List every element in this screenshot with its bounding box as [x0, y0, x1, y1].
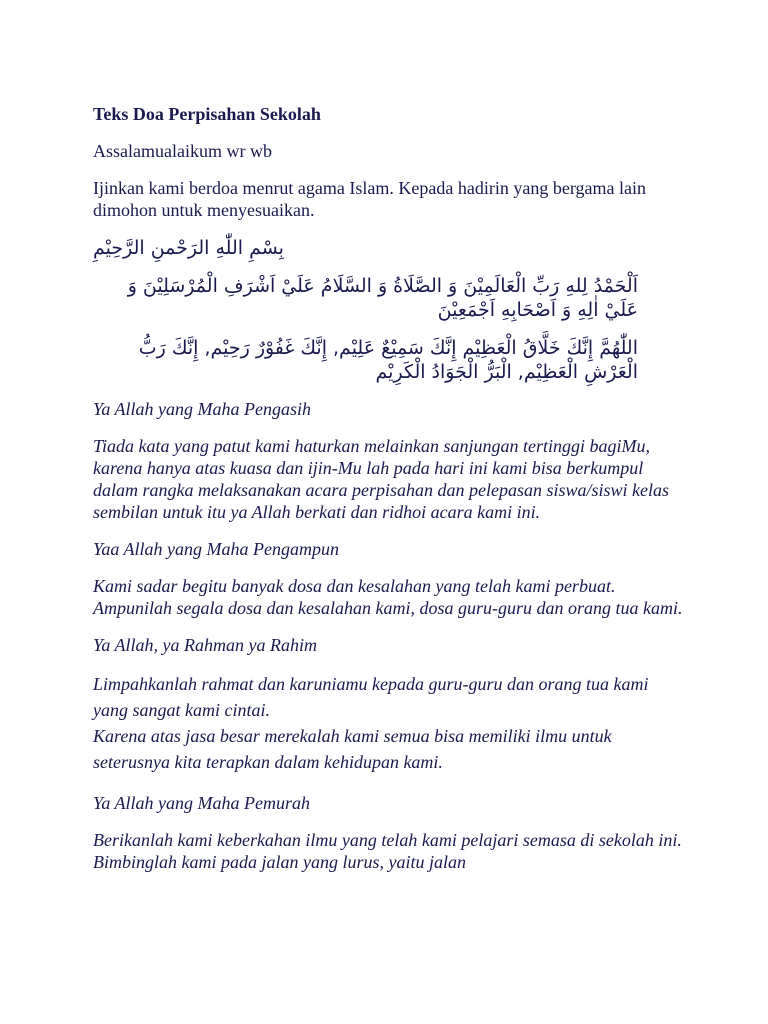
- paragraph-maha-pengampun: Kami sadar begitu banyak dosa dan kesalahan yang telah kami perbuat. Ampunilah segala dosa dan kesalahan kami, dosa guru-guru dan orang tua kami.: [93, 576, 683, 618]
- heading-maha-pemurah: Ya Allah yang Maha Pemurah: [93, 793, 311, 813]
- arabic-hamdalah: اَلْحَمْدُ لِلهِ رَبِّ الْعَالَمِيْنَ وَ الصَّلَاةُ وَ السَّلَامُ عَلَيْ اَشْرَفِ الْمُرْسَلِيْنَ وَ عَلَيْ اٰلِهِ وَ اَصْحَابِهِ اَجْمَعِيْنَ: [127, 275, 638, 321]
- paragraph-rahman-rahim-1: Limpahkanlah rahmat dan karuniamu kepada guru-guru dan orang tua kami yang sangat kami cintai.: [93, 674, 649, 720]
- greeting-text: Assalamualaikum wr wb: [93, 141, 272, 161]
- heading-maha-pengasih: Ya Allah yang Maha Pengasih: [93, 399, 312, 419]
- paragraph-rahman-rahim-2: Karena atas jasa besar merekalah kami semua bisa memiliki ilmu untuk seterusnya kita terapkan dalam kehidupan kami.: [93, 726, 612, 772]
- heading-maha-pengampun: Yaa Allah yang Maha Pengampun: [93, 539, 339, 559]
- paragraph-maha-pengasih: Tiada kata yang patut kami haturkan melainkan sanjungan tertinggi bagiMu, karena hanya atas kuasa dan ijin-Mu lah pada hari ini kami bisa berkumpul dalam rangka melaksanakan acara perpisahan dan pelepasan siswa/siswi kelas sembilan untuk itu ya Allah berkati dan ridhoi acara kami ini.: [93, 436, 669, 522]
- intro-paragraph: Ijinkan kami berdoa menrut agama Islam. Kepada hadirin yang bergama lain dimohon untuk menyesuaikan.: [93, 178, 646, 220]
- arabic-basmala: بِسْمِ اللّٰهِ الرَحْمنِ الرَّحِيْمِ: [93, 237, 284, 259]
- document-title: Teks Doa Perpisahan Sekolah: [93, 104, 321, 124]
- arabic-allahumma: اللّٰهُمَّ إِنَّكَ خَلَّاقُ الْعَظِيْم إِنَّكَ سَمِيْعٌ عَلِيْم, إِنَّكَ غَفُوْرٌ رَحِيْم, إِنَّكَ رَبُّ الْعَرْشِ الْعَظِيْم, الْبَرُّ الْجَوَادُ الْكَرِيْم: [138, 337, 638, 383]
- document-body: [93, 103, 683, 888]
- heading-rahman-rahim: Ya Allah, ya Rahman ya Rahim: [93, 635, 317, 655]
- paragraph-maha-pemurah: Berikanlah kami keberkahan ilmu yang telah kami pelajari semasa di sekolah ini. Bimbinglah kami pada jalan yang lurus, yaitu jalan: [93, 830, 682, 872]
